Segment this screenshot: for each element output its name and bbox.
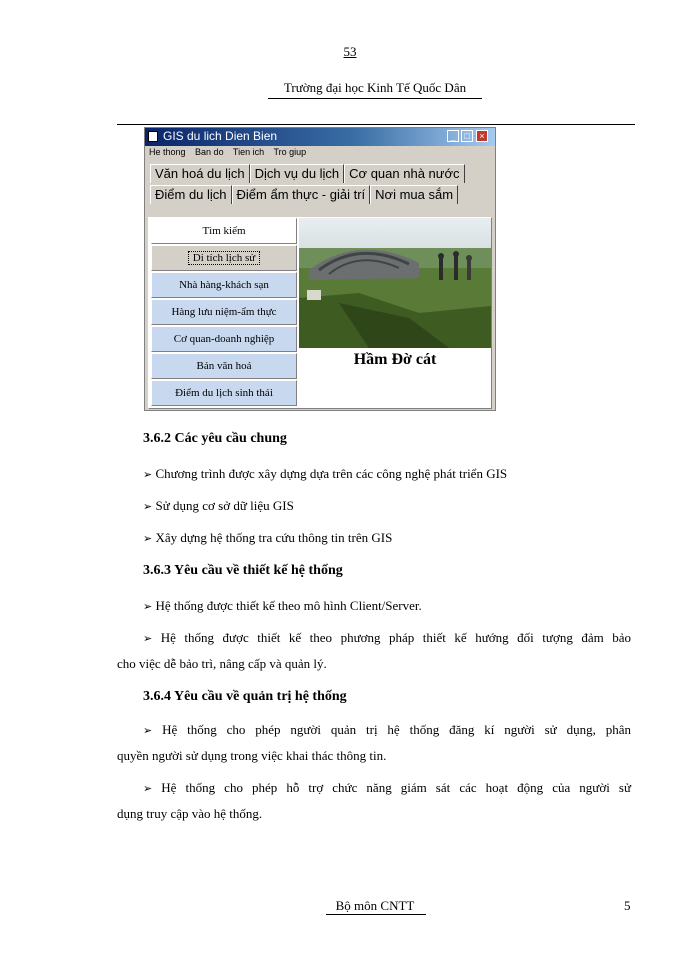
bullet-text: Hệ thống cho phép người quản trị hệ thống đăng kí người sử dụng, phân — [162, 722, 632, 737]
tab[interactable]: Điểm du lịch — [150, 185, 232, 204]
tab[interactable]: Điểm ẩm thực - giải trí — [232, 185, 371, 204]
bullet-item — [143, 466, 507, 482]
bullet-arrow-icon: ➢ — [143, 532, 153, 545]
eco-tourism-button[interactable]: Điểm du lịch sinh thái — [151, 380, 297, 406]
historic-site-button[interactable] — [151, 245, 297, 271]
bullet-text: Hệ thống được thiết kế theo mô hình Client/Server. — [155, 598, 422, 613]
section-heading: 3.6.3 Yêu cầu về thiết kế hệ thống — [143, 563, 343, 578]
close-icon[interactable]: × — [476, 130, 488, 142]
maximize-icon[interactable]: □ — [461, 130, 473, 142]
site-photo — [299, 218, 491, 348]
bullet-text: Sử dụng cơ sở dữ liệu GIS — [155, 498, 294, 513]
tab[interactable]: Dịch vụ du lịch — [250, 164, 345, 183]
header-rule — [117, 124, 635, 125]
footer-department: Bộ môn CNTT — [335, 898, 415, 913]
paragraph-line: dụng truy cập vào hệ thống. — [117, 806, 263, 821]
menu-item[interactable]: Tien ich — [232, 147, 265, 157]
restaurant-hotel-button[interactable]: Nhà hàng-khách sạn — [151, 272, 297, 298]
bullet-item — [143, 598, 422, 614]
tab-row-1 — [150, 164, 465, 184]
paragraph-line: quyền người sử dụng trong việc khai thác thông tin. — [117, 748, 387, 763]
minimize-icon[interactable]: _ — [447, 130, 459, 142]
school-name: Trường đại học Kinh Tế Quốc Dân — [283, 80, 467, 95]
paragraph-line: cho việc dễ bảo trì, nâng cấp và quản lý. — [117, 656, 327, 671]
app-window-figure — [144, 127, 496, 411]
window-titlebar — [145, 128, 495, 146]
menu-bar — [149, 147, 313, 161]
photo-caption: Hầm Đờ cát — [353, 351, 437, 368]
bullet-arrow-icon: ➢ — [143, 468, 153, 481]
button-label: Di tích lịch sử — [188, 251, 260, 265]
bullet-text: Xây dựng hệ thống tra cứu thông tin trên GIS — [155, 530, 393, 545]
tab[interactable]: Văn hoá du lịch — [150, 164, 250, 183]
search-button[interactable]: Tìm kiếm — [151, 218, 297, 244]
bullet-text: Hệ thống được thiết kế theo phương pháp thiết kế hướng đối tượng đảm bảo — [160, 630, 632, 645]
agency-business-button[interactable]: Cơ quan-doanh nghiệp — [151, 326, 297, 352]
tab-panel — [148, 217, 492, 409]
footer-page-number: 5 — [624, 898, 631, 913]
tab-row-2 — [150, 185, 458, 205]
section-heading: 3.6.4 Yêu cầu về quản trị hệ thống — [143, 689, 347, 704]
bullet-arrow-icon: ➢ — [143, 782, 153, 795]
bullet-arrow-icon: ➢ — [143, 632, 153, 645]
window-title: GIS du lich Dien Bien — [163, 129, 278, 143]
bullet-arrow-icon: ➢ — [143, 724, 153, 737]
cultural-village-button[interactable]: Bản văn hoá — [151, 353, 297, 379]
page-number: 53 — [343, 44, 357, 59]
header-underline — [268, 98, 482, 99]
souvenir-food-button[interactable]: Hàng lưu niệm-ẩm thực — [151, 299, 297, 325]
menu-item[interactable]: Ban do — [195, 147, 224, 157]
section-heading: 3.6.2 Các yêu cầu chung — [143, 431, 287, 446]
app-icon — [148, 131, 158, 142]
menu-item[interactable]: He thong — [149, 147, 186, 157]
tab[interactable]: Nơi mua sắm — [370, 185, 458, 204]
bullet-item — [143, 780, 631, 796]
bullet-item — [143, 498, 294, 514]
menu-item[interactable]: Tro giup — [273, 147, 307, 157]
bullet-arrow-icon: ➢ — [143, 600, 153, 613]
bullet-item — [143, 530, 392, 546]
bullet-arrow-icon: ➢ — [143, 500, 153, 513]
bullet-item — [143, 630, 631, 646]
bullet-text: Hệ thống cho phép hỗ trợ chức năng giám sát các hoạt động của người sử — [161, 780, 631, 795]
bullet-text: Chương trình được xây dựng dựa trên các công nghệ phát triển GIS — [155, 466, 508, 481]
footer-underline — [326, 914, 426, 915]
tab[interactable]: Cơ quan nhà nước — [344, 164, 464, 183]
bullet-item — [143, 722, 631, 738]
